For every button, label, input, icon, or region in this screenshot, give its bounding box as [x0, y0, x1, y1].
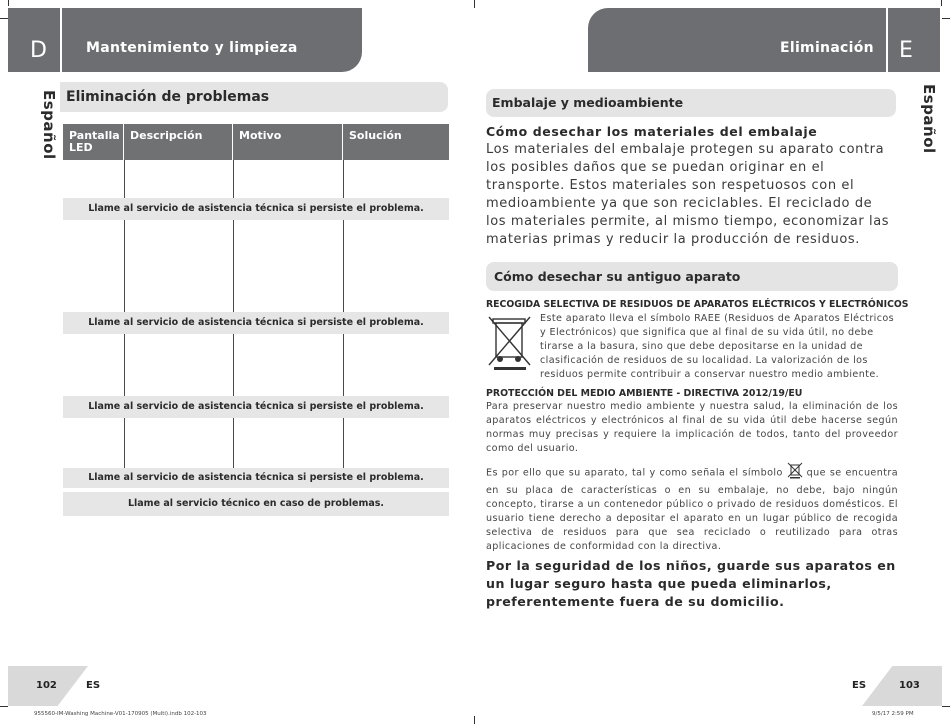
column-divider	[124, 418, 125, 468]
section-title: Eliminación de problemas	[60, 82, 448, 112]
crop-mark	[942, 18, 950, 19]
packaging-text: Los materiales del embalaje protegen su aparato contra los posibles daños que se puedan originar en el transporte. Estos materiales son respetuosos con el medioambiente ya que son reciclables. El reciclado de los materiales permite, al mismo tiempo, economizar las materias primas y reducir la producción de residuos.	[486, 142, 890, 247]
safety-warning: Por la seguridad de los niños, guarde sus aparatos en un lugar seguro hasta que pueda eliminarlos, preferentemente fuera de su domicilio.	[486, 558, 896, 609]
directive-heading: PROTECCIÓN DEL MEDIO AMBIENTE - DIRECTIVA 2012/19/EU	[486, 388, 803, 399]
directive-text: Para preservar nuestro medio ambiente y nuestra salud, la eliminación de los aparatos eléctricos y electrónicos al final de su vida útil debe hacerse según normas muy precisas y requiere la implicación de todos, tanto del proveedor como del usuario.	[486, 401, 898, 454]
table-row-band: Llame al servicio de asistencia técnica si persiste el problema.	[63, 468, 449, 488]
column-divider	[124, 220, 125, 312]
column-header: Motivo	[233, 124, 342, 160]
column-divider	[124, 334, 125, 396]
column-divider	[343, 334, 344, 396]
column-divider	[343, 160, 344, 198]
language-code: ES	[852, 680, 867, 691]
section-title: Embalaje y medioambiente	[486, 89, 896, 117]
print-info: 955560-IM-Washing Machine-V01-170905 (Multi).indb 102-103	[34, 711, 207, 717]
column-header: Pantalla LED	[63, 124, 123, 160]
packaging-heading: Cómo desechar los materiales del embalaje	[486, 124, 818, 139]
crop-mark	[942, 706, 950, 707]
page-number: 103	[899, 680, 920, 691]
side-language-label: Español	[40, 90, 58, 160]
crossed-bin-icon	[787, 461, 803, 484]
column-divider	[233, 418, 234, 468]
symbol-text-before: Es por ello que su aparato, tal y como señala el símbolo	[486, 467, 783, 479]
side-language-label: Español	[920, 84, 938, 154]
section-title: Cómo desechar su antiguo aparato	[486, 262, 898, 291]
symbol-paragraph	[486, 461, 898, 554]
table-row-band: Llame al servicio de asistencia técnica si persiste el problema.	[63, 312, 449, 334]
column-divider	[233, 160, 234, 198]
column-header: Descripción	[124, 124, 232, 160]
header-title: Eliminación	[780, 40, 874, 56]
language-code: ES	[86, 680, 101, 691]
crossed-bin-icon	[486, 313, 534, 371]
column-divider	[343, 220, 344, 312]
column-divider	[124, 160, 125, 198]
section-letter-box	[888, 8, 940, 72]
print-info: 9/5/17 2:59 PM	[872, 711, 914, 717]
table-row-band: Llame al servicio de asistencia técnica si persiste el problema.	[63, 396, 449, 418]
symbol-text-after: que se encuentra en su placa de características o en su embalaje, no debe, bajo ningún concepto, tirarse a un contenedor público o privado de residuos domésticos. El usuario tiene derecho a depositar el aparato en un lugar público de recogida selectiva de residuos para que sea reciclado o reutilizado para otras aplicaciones de conformidad con la directiva.	[486, 467, 898, 552]
weee-heading: RECOGIDA SELECTIVA DE RESIDUOS DE APARATOS ELÉCTRICOS Y ELECTRÓNICOS	[486, 299, 909, 310]
page-number: 102	[36, 680, 57, 691]
weee-text: Este aparato lleva el símbolo RAEE (Residuos de Aparatos Eléctricos y Electrónicos) que significa que al final de su vida útil, no debe tirarse a la basura, sino que debe depositarse en la unidad de clasificación de residuos de su localidad. La valorización de los residuos permite contribuir a conservar nuestro medio ambiente.	[540, 313, 895, 380]
crop-mark	[0, 18, 8, 19]
column-divider	[343, 418, 344, 468]
crop-mark	[8, 0, 9, 6]
column-divider	[233, 220, 234, 312]
section-letter: D	[30, 38, 47, 63]
section-letter: E	[899, 38, 913, 63]
column-header: Solución	[343, 124, 449, 160]
table-row-band: Llame al servicio técnico en caso de problemas.	[63, 492, 449, 516]
crop-mark	[0, 706, 8, 707]
column-divider	[233, 334, 234, 396]
table-row-band: Llame al servicio de asistencia técnica si persiste el problema.	[63, 198, 449, 220]
crop-mark	[474, 0, 475, 8]
crop-mark	[474, 716, 475, 724]
header-title: Mantenimiento y limpieza	[86, 40, 298, 56]
crop-mark	[941, 0, 942, 6]
